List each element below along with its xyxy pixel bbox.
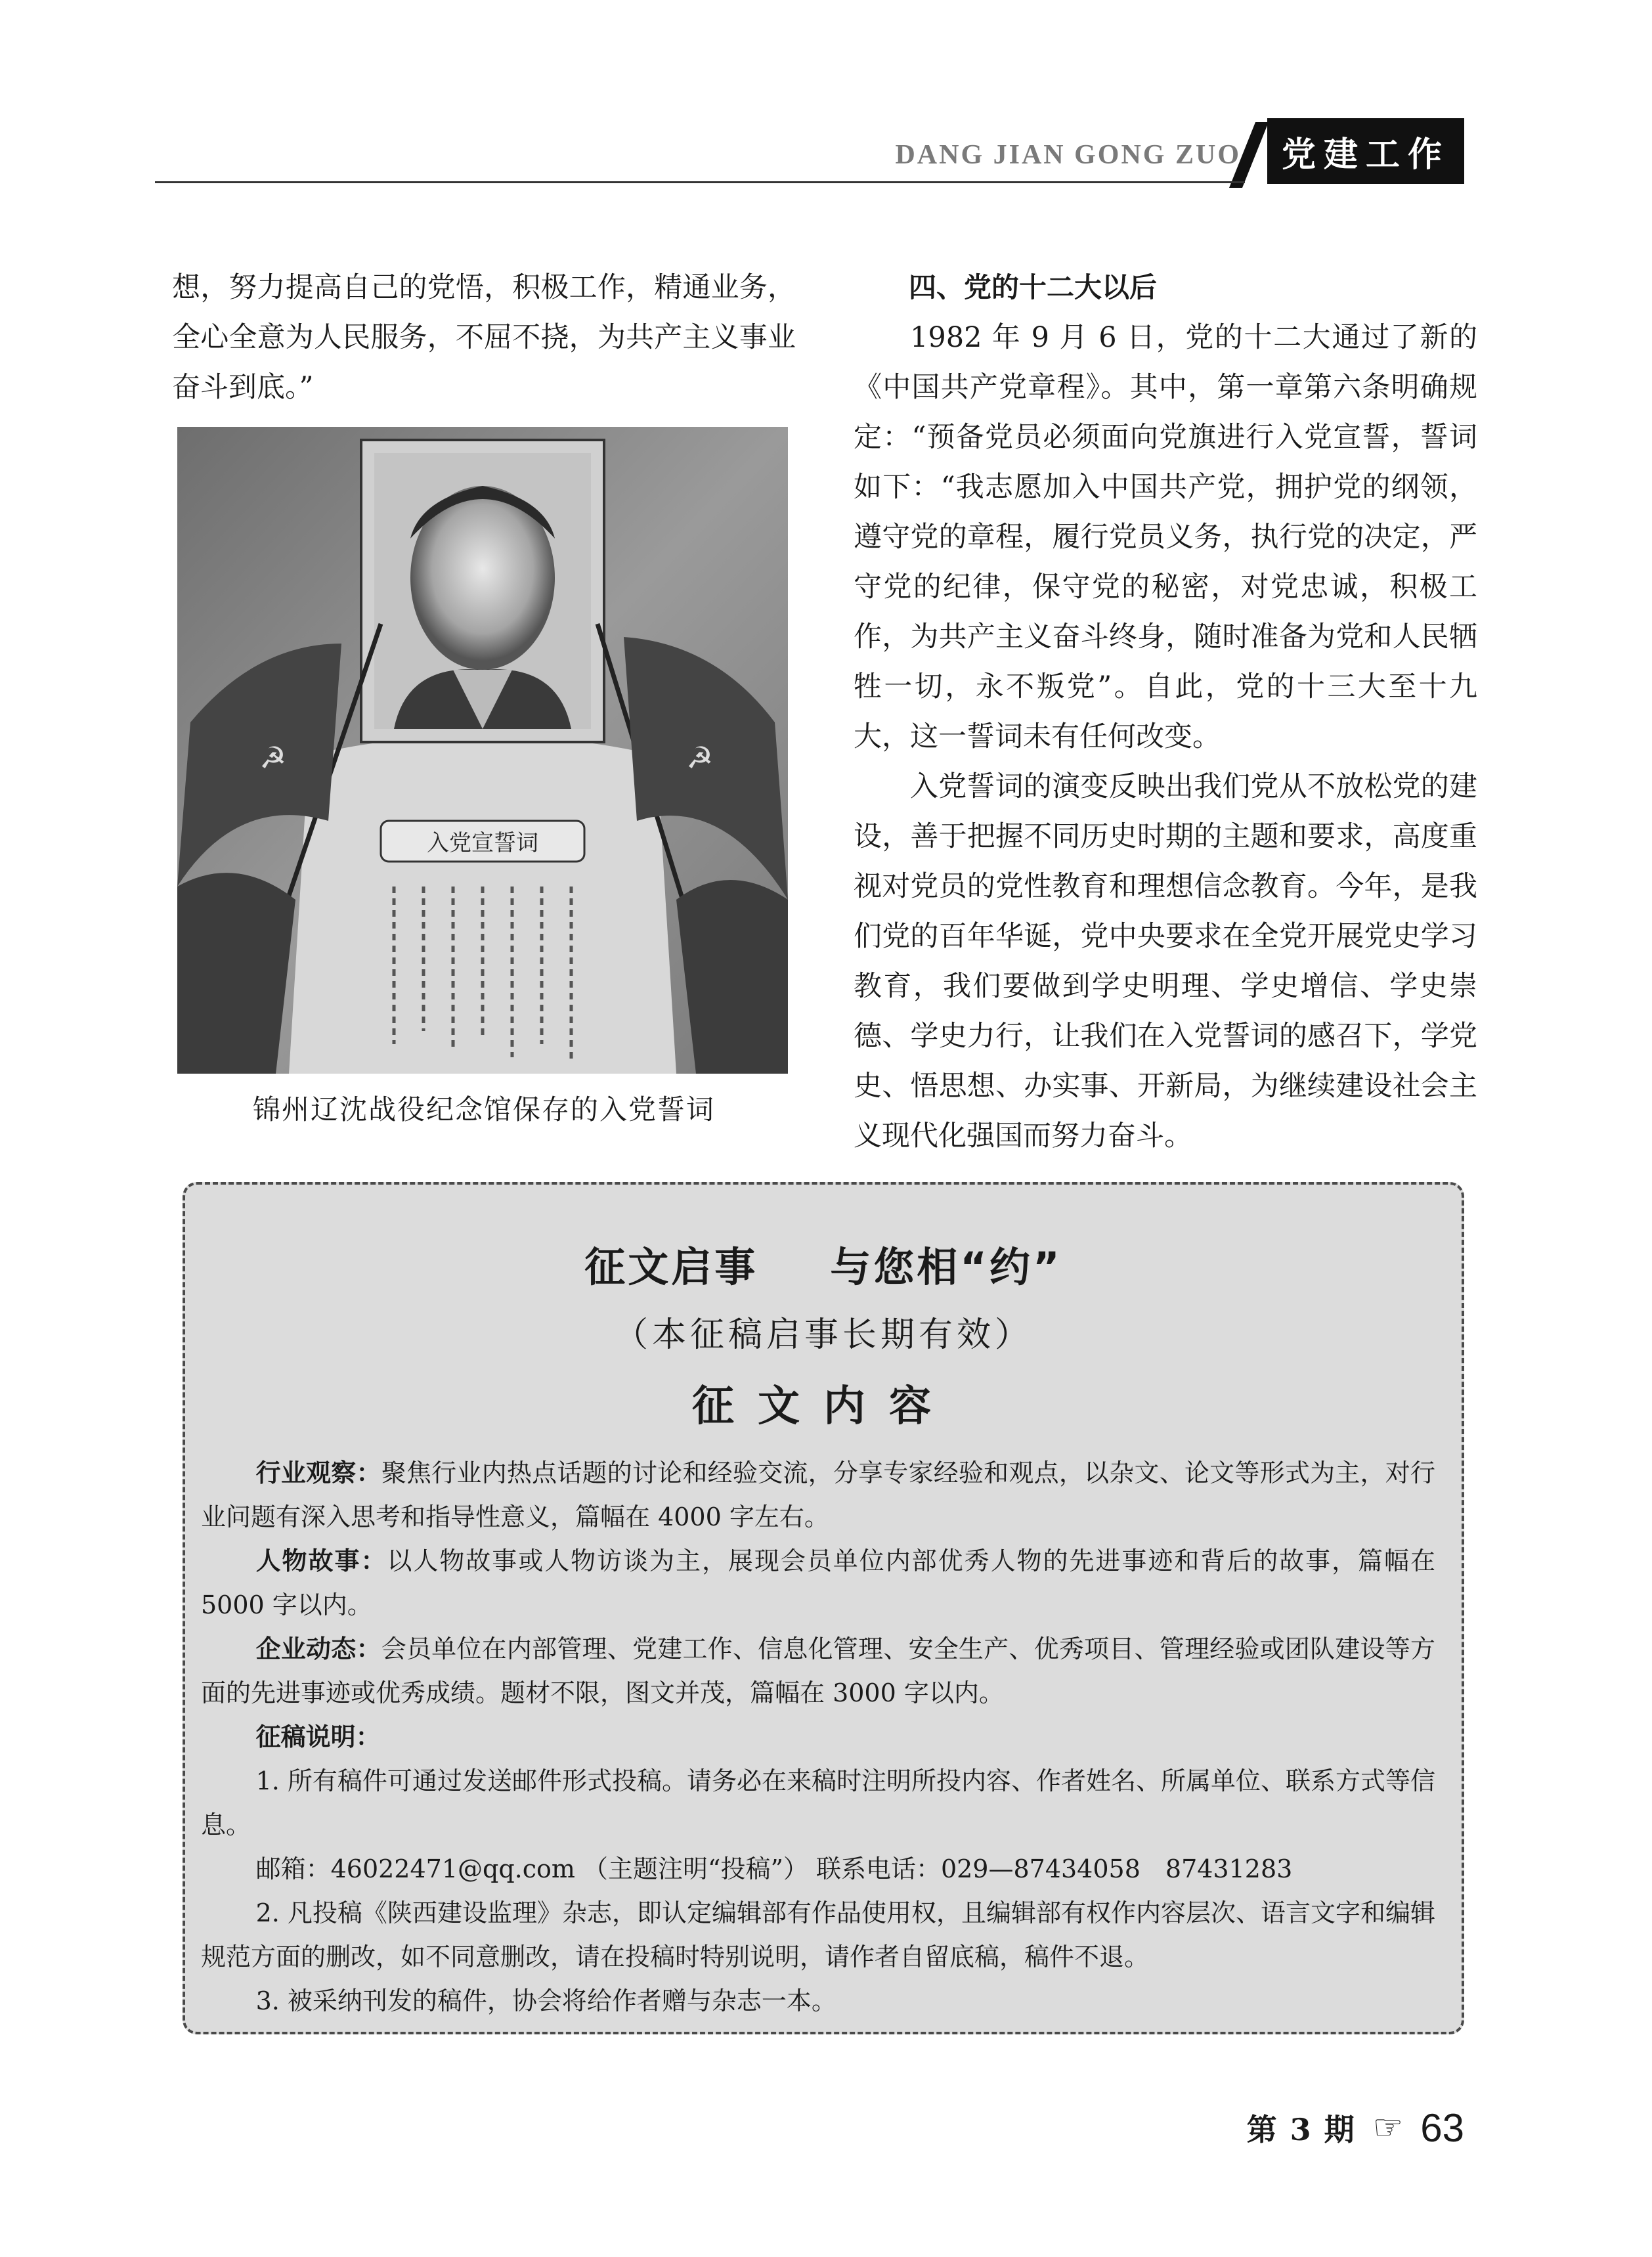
notice-title-right: 与您相“约” xyxy=(830,1243,1062,1291)
notice-item: 人物故事：以人物故事或人物访谈为主，展现会员单位内部优秀人物的先进事迹和背后的故事，篇幅在 5000 字以内。 xyxy=(201,1546,1435,1619)
svg-text:☭: ☭ xyxy=(259,740,287,776)
oath-photo xyxy=(177,427,788,1074)
right-paragraph-1: 1982 年 9 月 6 日，党的十二大通过了新的《中国共产党章程》。其中，第一章第六条明确规定：“预备党员必须面向党旗进行入党宣誓，誓词如下：“我志愿加入中国共产党，拥护党的纲领，遵守党的章程，履行党员义务，执行党的决定，严守党的纪律，保守党的秘密，对党忠诚，积极工作，为共产主义奋斗终身，随时准备为党和人民牺牲一切，永不叛党”。自此，党的十三大至十九大，这一誓词未有任何改变。 xyxy=(854,321,1477,753)
header-pinyin: DANG JIAN GONG ZUO xyxy=(895,140,1241,170)
notice-contact: 邮箱：46022471@qq.com （主题注明“投稿”） 联系电话：029—87434058 87431283 xyxy=(255,1854,1293,1883)
notice-item: 征稿说明： xyxy=(255,1722,381,1751)
left-paragraph: 想，努力提高自己的党悟，积极工作，精通业务，全心全意为人民服务，不屈不挠，为共产主义事业奋斗到底。” xyxy=(172,271,796,404)
page-footer xyxy=(1169,2101,1464,2154)
notice-subtitle: （本征稿启事长期有效） xyxy=(613,1315,1033,1355)
notice-title-left: 征文启事 xyxy=(584,1243,758,1291)
right-column xyxy=(854,263,1477,1161)
left-column xyxy=(172,263,796,412)
notice-body xyxy=(201,1451,1435,2023)
page-number: 63 xyxy=(1420,2105,1464,2150)
notice-item: 3. 被采纳刊发的稿件，协会将给作者赠与杂志一本。 xyxy=(255,1986,837,2015)
right-paragraph-2: 入党誓词的演变反映出我们党从不放松党的建设，善于把握不同历史时期的主题和要求，高度重视对党员的党性教育和理想信念教育。今年，是我们党的百年华诞，党中央要求在全党开展党史学习教育，我们要做到学史明理、学史增信、学史崇德、学史力行，让我们在入党誓词的感召下，学党史、悟思想、办实事、开新局，为继续建设社会主义现代化强国而努力奋斗。 xyxy=(854,770,1477,1152)
notice-item: 2. 凡投稿《陕西建设监理》杂志，即认定编辑部有作品使用权，且编辑部有权作内容层次、语言文字和编辑规范方面的删改，如不同意删改，请在投稿时特别说明，请作者自留底稿，稿件不退。 xyxy=(201,1898,1435,1971)
photo-caption: 锦州辽沈战役纪念馆保存的入党誓词 xyxy=(252,1093,715,1126)
svg-text:☭: ☭ xyxy=(686,740,714,776)
oath-banner-text: 入党宣誓词 xyxy=(427,830,538,856)
oath-photo-image xyxy=(177,427,788,1074)
notice-item: 行业观察：聚焦行业内热点话题的讨论和经验交流，分享专家经验和观点，以杂文、论文等形式为主，对行业问题有深入思考和指导性意义，篇幅在 4000 字左右。 xyxy=(201,1458,1435,1531)
section-heading: 四、党的十二大以后 xyxy=(909,271,1158,303)
pointing-hand-icon: ☞ xyxy=(1372,2108,1404,2147)
content-heading: 征文内容 xyxy=(692,1382,955,1431)
issue-number: 第 3 期 xyxy=(1246,2112,1356,2147)
section-label: 党建工作 xyxy=(1267,118,1464,184)
notice-item: 企业动态：会员单位在内部管理、党建工作、信息化管理、安全生产、优秀项目、管理经验或团队建设等方面的先进事迹或优秀成绩。题材不限，图文并茂，篇幅在 3000 字以内。 xyxy=(201,1634,1435,1707)
notice-title xyxy=(183,1235,1464,1293)
notice-item: 1. 所有稿件可通过发送邮件形式投稿。请务必在来稿时注明所投内容、作者姓名、所属单位、联系方式等信息。 xyxy=(201,1766,1435,1839)
header-divider xyxy=(155,181,1245,183)
